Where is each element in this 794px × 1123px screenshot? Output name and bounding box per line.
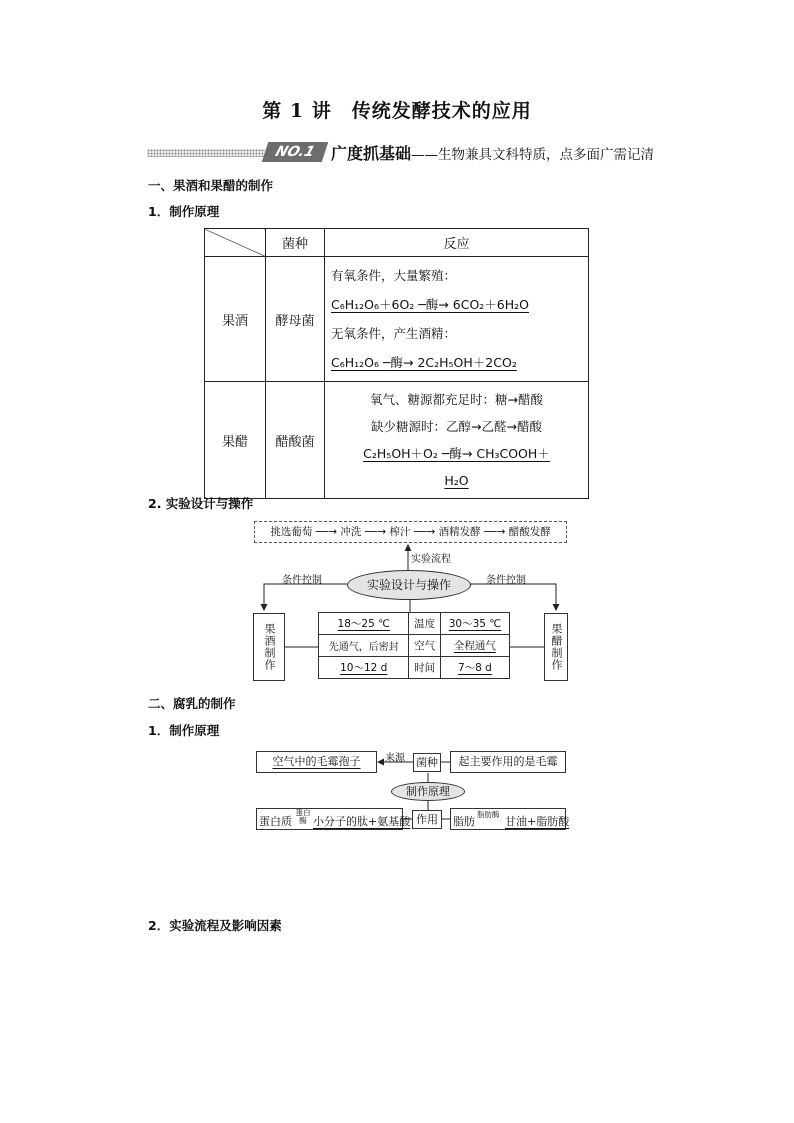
spore-text: 空气中的毛霉孢子 bbox=[272, 755, 361, 768]
source-label: 来源 bbox=[385, 753, 405, 764]
fat-right: 甘油+脂肪酸 bbox=[505, 815, 570, 828]
wine-box bbox=[253, 613, 285, 681]
param-vinegar: 7～8 d bbox=[440, 657, 509, 679]
fat-left: 脂肪 bbox=[453, 815, 475, 828]
section2-heading: 二、腐乳的制作 bbox=[148, 696, 236, 711]
param-name: 温度 bbox=[409, 613, 440, 635]
param-wine: 18～25 ℃ bbox=[319, 613, 409, 635]
table-corner-cell bbox=[205, 229, 266, 257]
main-agent-box bbox=[450, 751, 566, 773]
wine-box-label: 果酒制作 bbox=[263, 623, 276, 671]
table-row bbox=[319, 657, 510, 679]
protein-box bbox=[256, 808, 411, 830]
param-wine: 先通气，后密封 bbox=[319, 635, 409, 657]
principle-oval: 制作原理 bbox=[391, 782, 465, 801]
flow-step: 醋酸发酵 bbox=[508, 526, 551, 538]
section2-sub2: 2．实验流程及影响因素 bbox=[148, 918, 282, 933]
center-oval: 实验设计与操作 bbox=[347, 570, 471, 600]
protease-label: 蛋白酶 bbox=[295, 808, 311, 825]
strain-box: 菌种 bbox=[413, 753, 441, 772]
flow-step: 榨汁 bbox=[389, 526, 411, 538]
flow-label: 实验流程 bbox=[411, 554, 451, 565]
banner-title bbox=[331, 141, 654, 164]
table-header-microbe: 菌种 bbox=[266, 229, 325, 257]
reaction-line: 缺少糖源时：乙醇→乙醛→醋酸 bbox=[371, 419, 542, 434]
flow-step: 酒精发酵 bbox=[438, 526, 481, 538]
page-title: 第 1 讲 传统发酵技术的应用 bbox=[262, 100, 532, 122]
banner-title-main: 广度抓基础 bbox=[331, 144, 412, 163]
protein-right: 小分子的肽+氨基酸 bbox=[313, 815, 411, 828]
reaction-equation: C₆H₁₂O₆＋6O₂ ─酶→ 6CO₂＋6H₂O bbox=[331, 297, 529, 312]
table-row bbox=[205, 257, 589, 382]
param-wine: 10～12 d bbox=[319, 657, 409, 679]
reaction-equation: H₂O bbox=[444, 473, 469, 488]
section1-heading: 一、果酒和果醋的制作 bbox=[148, 178, 274, 193]
vinegar-box bbox=[544, 613, 568, 681]
vinegar-box-label: 果醋制作 bbox=[550, 623, 563, 671]
banner-subtitle: ——生物兼具文科特质，点多面广需记清 bbox=[411, 147, 655, 163]
param-vinegar: 30～35 ℃ bbox=[440, 613, 509, 635]
reaction-line: 无氧条件，产生酒精： bbox=[331, 326, 457, 341]
flow-step: 挑选葡萄 bbox=[270, 526, 313, 538]
table-cell-reaction bbox=[325, 382, 589, 499]
fat-box bbox=[450, 808, 570, 830]
condition-label-left: 条件控制 bbox=[282, 575, 322, 586]
table-row bbox=[319, 635, 510, 657]
table-cell-microbe: 醋酸菌 bbox=[266, 382, 325, 499]
param-vinegar: 全程通气 bbox=[440, 635, 509, 657]
protein-left: 蛋白质 bbox=[259, 815, 292, 828]
table-row bbox=[319, 613, 510, 635]
param-name: 时间 bbox=[409, 657, 440, 679]
condition-label-right: 条件控制 bbox=[486, 575, 526, 586]
table-cell-product: 果醋 bbox=[205, 382, 266, 499]
banner-dots bbox=[147, 149, 265, 157]
section2-sub1: 1．制作原理 bbox=[148, 723, 220, 738]
section1-sub2: 2. 实验设计与操作 bbox=[148, 496, 254, 511]
banner-badge: NO.1 bbox=[262, 142, 328, 162]
table-cell-product: 果酒 bbox=[205, 257, 266, 382]
section-banner bbox=[147, 141, 695, 163]
reaction-equation: C₂H₅OH＋O₂ ─酶→ CH₃COOH＋ bbox=[363, 446, 550, 461]
reaction-equation: C₆H₁₂O₆ ─酶→ 2C₂H₅OH＋2CO₂ bbox=[331, 355, 517, 370]
reaction-line: 有氧条件，大量繁殖： bbox=[331, 268, 457, 283]
principle-table bbox=[204, 228, 589, 499]
action-box: 作用 bbox=[412, 810, 442, 829]
table-header-reaction: 反应 bbox=[325, 229, 589, 257]
table-row bbox=[205, 382, 589, 499]
param-name: 空气 bbox=[409, 635, 440, 657]
lipase-label: 脂肪酶 bbox=[477, 810, 500, 819]
experiment-flow-box: 挑选葡萄 ──→ 冲洗 ──→ 榨汁 ──→ 酒精发酵 ──→ 醋酸发酵 bbox=[254, 521, 567, 543]
reaction-line: 氧气、糖源都充足时：糖→醋酸 bbox=[370, 392, 543, 407]
section1-sub1: 1．制作原理 bbox=[148, 204, 220, 219]
parameter-table bbox=[318, 612, 510, 679]
spore-box bbox=[256, 751, 377, 773]
flow-step: 冲洗 bbox=[340, 526, 362, 538]
table-cell-reaction bbox=[325, 257, 589, 382]
table-cell-microbe: 酵母菌 bbox=[266, 257, 325, 382]
main-agent-text: 起主要作用的是毛霉 bbox=[458, 755, 558, 768]
